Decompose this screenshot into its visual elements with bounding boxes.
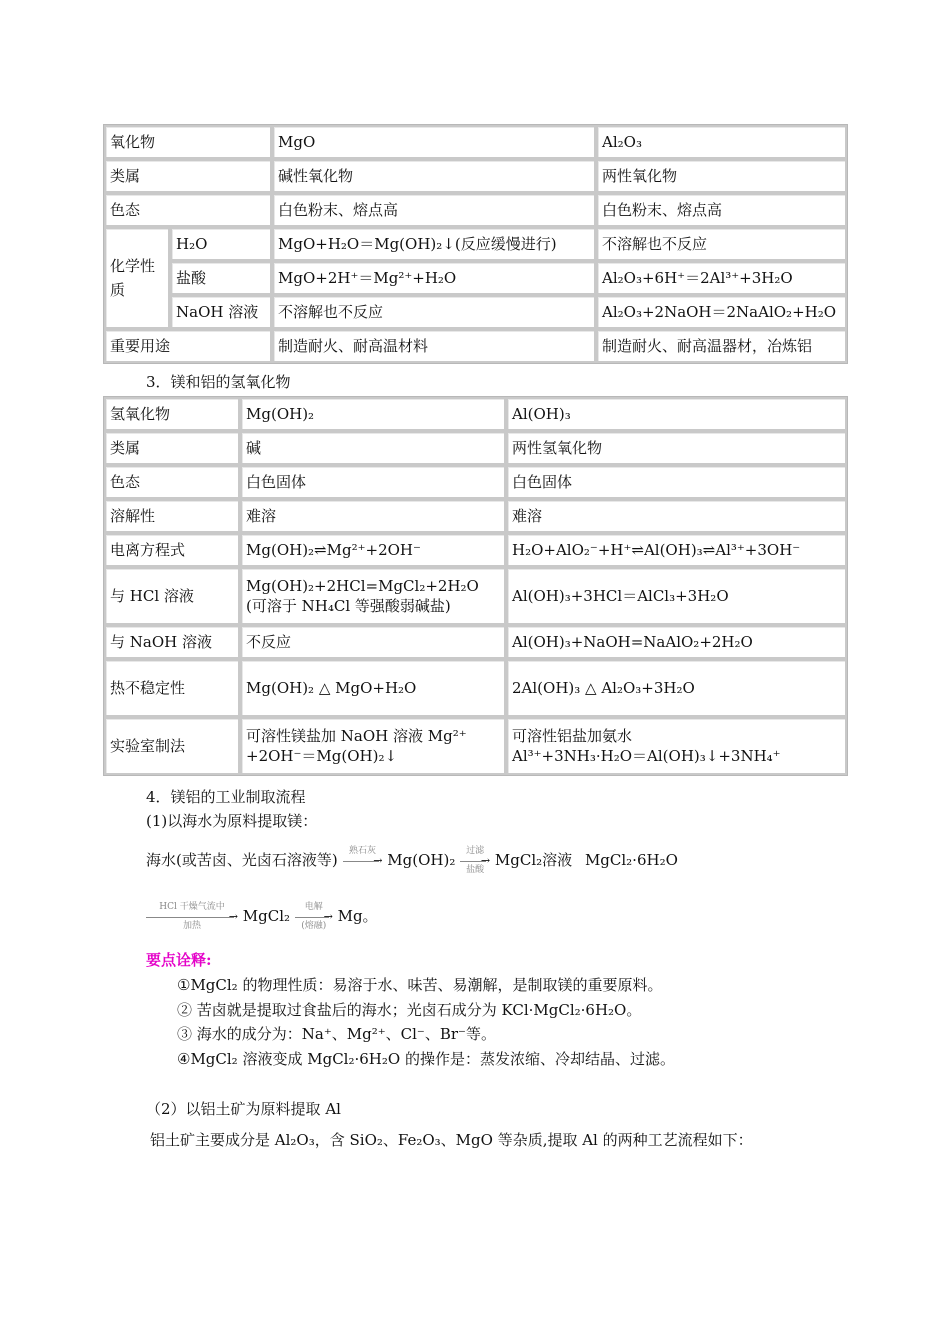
cell: Al(OH)₃+3HCl＝AlCl₃+3H₂O bbox=[506, 567, 847, 625]
flow-arrow-label: HCl 干燥气流中 bbox=[159, 902, 225, 912]
cell bbox=[240, 567, 506, 625]
cell: Al₂O₃+2NaOH＝2NaAlO₂+H₂O bbox=[596, 295, 847, 329]
lab-mg-line1: 可溶性镁盐加 NaOH 溶液 Mg²⁺ bbox=[246, 727, 467, 745]
cell: H₂O bbox=[170, 227, 272, 261]
cell: 不溶解也不反应 bbox=[272, 295, 596, 329]
flow-arrow: 电解 → (熔融) bbox=[295, 907, 333, 927]
flow-arrow-label: 加热 bbox=[182, 921, 201, 931]
flow-2 bbox=[146, 902, 378, 931]
cell: 制造耐火、耐高温材料 bbox=[272, 329, 596, 363]
cell: 重要用途 bbox=[104, 329, 272, 363]
cell: 难溶 bbox=[506, 499, 847, 533]
flow-arrow-label: 熟石灰 bbox=[348, 846, 376, 856]
cell: Al(OH)₃+NaOH=NaAlO₂+2H₂O bbox=[506, 625, 847, 659]
flow-1-a: 海水(或苦卤、光卤石溶液等) bbox=[146, 851, 338, 869]
cell: 制造耐火、耐高温器材，冶炼铝 bbox=[596, 329, 847, 363]
flow-arrow-label: 电解 bbox=[304, 902, 323, 912]
lab-al-line1: 可溶性铝盐加氨水 bbox=[512, 727, 633, 745]
cell: 类属 bbox=[104, 159, 272, 193]
cell: 盐酸 bbox=[170, 261, 272, 295]
key-points-title: 要点诠释: bbox=[146, 951, 212, 969]
section-4-sub1: (1)以海水为原料提取镁： bbox=[146, 812, 318, 830]
cell: 实验室制法 bbox=[104, 717, 240, 775]
cell bbox=[506, 717, 847, 775]
cell: 两性氢氧化物 bbox=[506, 431, 847, 465]
cell: 不反应 bbox=[240, 625, 506, 659]
cell: 与 NaOH 溶液 bbox=[104, 625, 240, 659]
cell: 与 HCl 溶液 bbox=[104, 567, 240, 625]
cell: Mg(OH)₂⇌Mg²⁺+2OH⁻ bbox=[240, 533, 506, 567]
cell: 氢氧化物 bbox=[104, 397, 240, 431]
cell: 氧化物 bbox=[104, 125, 272, 159]
flow-1 bbox=[146, 846, 678, 875]
key-point: ④MgCl₂ 溶液变成 MgCl₂·6H₂O 的操作是：蒸发浓缩、冷却结晶、过滤。 bbox=[177, 1050, 675, 1068]
cell: MgO+2H⁺＝Mg²⁺+H₂O bbox=[272, 261, 596, 295]
cell: 不溶解也不反应 bbox=[596, 227, 847, 261]
flow-1-c: MgCl₂溶液 bbox=[494, 851, 573, 869]
cell: 2Al(OH)₃ △ Al₂O₃+3H₂O bbox=[506, 659, 847, 717]
lab-mg-line2: +2OH⁻＝Mg(OH)₂↓ bbox=[246, 747, 398, 765]
cell: 热不稳定性 bbox=[104, 659, 240, 717]
cell: 白色固体 bbox=[240, 465, 506, 499]
cell: 电离方程式 bbox=[104, 533, 240, 567]
cell: MgO+H₂O＝Mg(OH)₂↓(反应缓慢进行) bbox=[272, 227, 596, 261]
cell: 溶解性 bbox=[104, 499, 240, 533]
cell: Al(OH)₃ bbox=[506, 397, 847, 431]
cell: Al₂O₃ bbox=[596, 125, 847, 159]
flow-2-c: Mg。 bbox=[337, 907, 378, 925]
cell: 白色粉末、熔点高 bbox=[272, 193, 596, 227]
oxide-table bbox=[103, 124, 848, 364]
section-4-paragraph: 铝土矿主要成分是 Al₂O₃，含 SiO₂、Fe₂O₃、MgO 等杂质,提取 Al 的两种工艺流程如下： bbox=[150, 1131, 753, 1149]
lab-al-line2: Al³⁺+3NH₃·H₂O＝Al(OH)₃↓+3NH₄⁺ bbox=[512, 747, 781, 765]
section-3-title: 3．镁和铝的氢氧化物 bbox=[146, 373, 291, 391]
cell: 色态 bbox=[104, 465, 240, 499]
cell bbox=[240, 717, 506, 775]
cell: MgO bbox=[272, 125, 596, 159]
cell: 两性氧化物 bbox=[596, 159, 847, 193]
flow-2-b: MgCl₂ bbox=[242, 907, 291, 925]
cell: 色态 bbox=[104, 193, 272, 227]
cell: Al₂O₃+6H⁺＝2Al³⁺+3H₂O bbox=[596, 261, 847, 295]
cell: 难溶 bbox=[240, 499, 506, 533]
key-point: ③ 海水的成分为：Na⁺、Mg²⁺、Cl⁻、Br⁻等。 bbox=[177, 1025, 496, 1043]
cell: 碱 bbox=[240, 431, 506, 465]
flow-1-d: MgCl₂·6H₂O bbox=[584, 851, 678, 869]
cell: Mg(OH)₂ bbox=[240, 397, 506, 431]
flow-1-b: Mg(OH)₂ bbox=[387, 851, 456, 869]
section-4-title: 4．镁铝的工业制取流程 bbox=[146, 788, 306, 806]
cell: 碱性氧化物 bbox=[272, 159, 596, 193]
cell: NaOH 溶液 bbox=[170, 295, 272, 329]
flow-arrow-label: 盐酸 bbox=[466, 865, 485, 875]
hcl-mg-equation: Mg(OH)₂+2HCl=MgCl₂+2H₂O bbox=[246, 577, 479, 595]
chem-label: 化学性质 bbox=[104, 227, 170, 329]
flow-arrow-label: (熔融) bbox=[301, 921, 327, 931]
cell: 白色粉末、熔点高 bbox=[596, 193, 847, 227]
flow-arrow: HCl 干燥气流中 → 加热 bbox=[146, 907, 238, 927]
cell: 类属 bbox=[104, 431, 240, 465]
key-point: ①MgCl₂ 的物理性质：易溶于水、味苦、易潮解，是制取镁的重要原料。 bbox=[177, 976, 663, 994]
hcl-mg-note: (可溶于 NH₄Cl 等强酸弱碱盐) bbox=[246, 597, 451, 615]
cell: H₂O+AlO₂⁻+H⁺⇌Al(OH)₃⇌Al³⁺+3OH⁻ bbox=[506, 533, 847, 567]
key-point: ② 苦卤就是提取过食盐后的海水；光卤石成分为 KCl·MgCl₂·6H₂O。 bbox=[177, 1001, 642, 1019]
flow-arrow: 熟石灰 → bbox=[343, 851, 383, 871]
hydroxide-table bbox=[103, 396, 848, 776]
section-4-sub2: （2）以铝土矿为原料提取 Al bbox=[146, 1100, 341, 1118]
flow-arrow-label: 过滤 bbox=[466, 846, 485, 856]
cell: Mg(OH)₂ △ MgO+H₂O bbox=[240, 659, 506, 717]
flow-arrow: 过滤 → 盐酸 bbox=[460, 851, 490, 871]
cell: 白色固体 bbox=[506, 465, 847, 499]
